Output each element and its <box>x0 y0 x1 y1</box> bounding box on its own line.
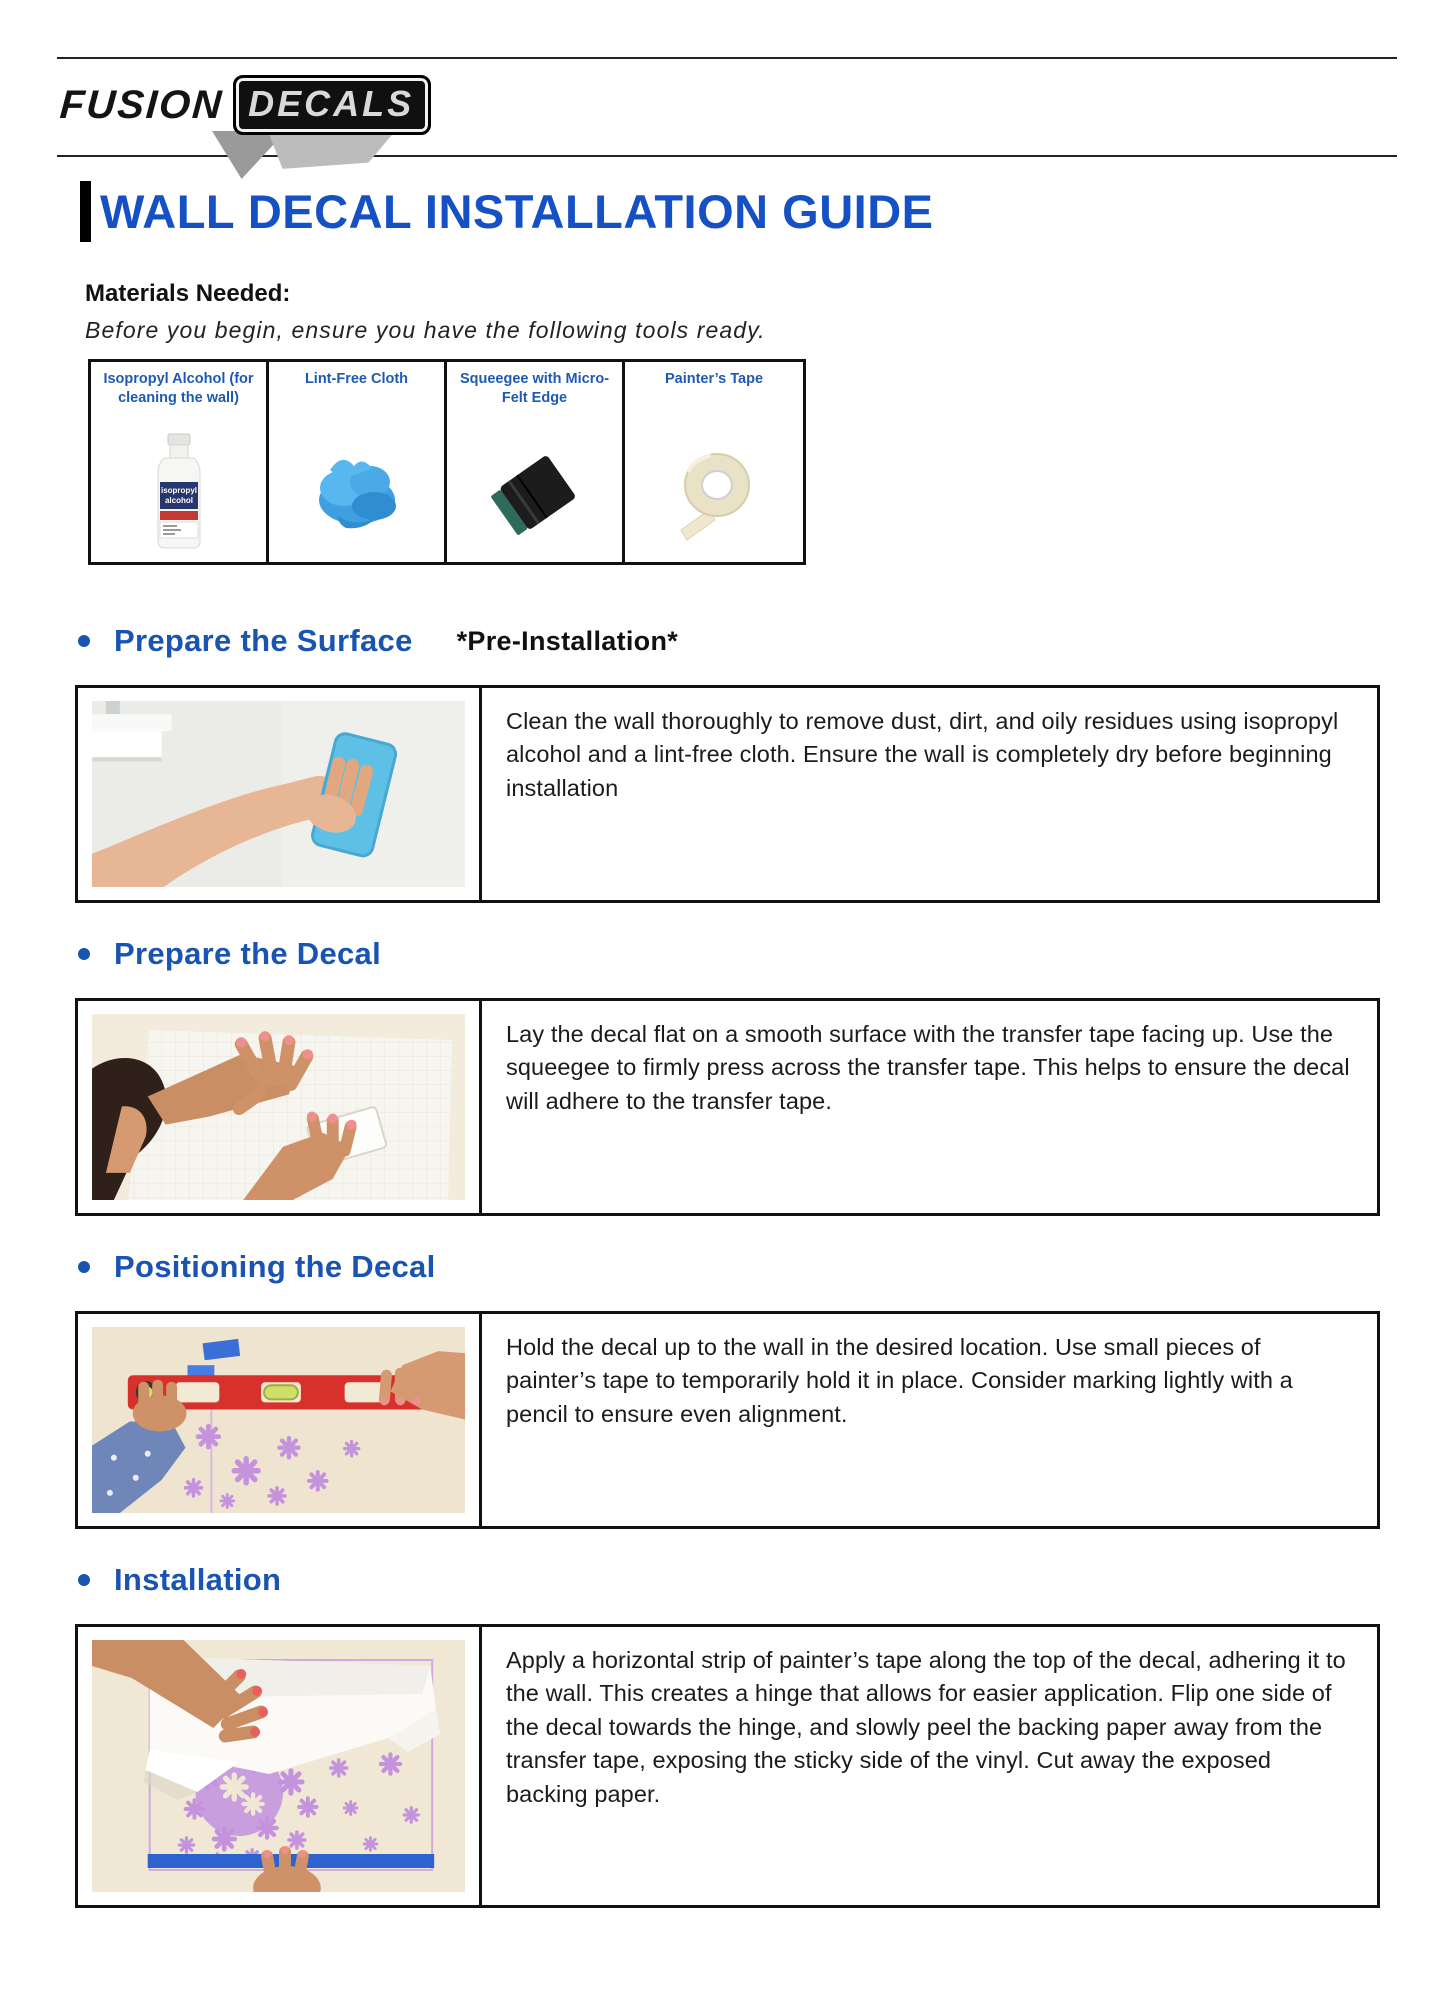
logo-shadow-flap-right <box>267 129 397 171</box>
bullet-icon <box>78 1261 90 1273</box>
page-title-row <box>80 181 1397 242</box>
top-divider <box>57 57 1397 59</box>
material-label: Squeegee with Micro-Felt Edge <box>459 371 610 406</box>
photo-hand-wiping-wall <box>92 701 465 887</box>
logo-text-fusion: FUSION <box>58 82 225 127</box>
logo-badge <box>233 75 431 135</box>
section-title: Installation <box>114 1562 282 1598</box>
step-box-installation <box>75 1624 1380 1908</box>
step-instructions: Hold the decal up to the wall in the desired location. Use small pieces of painter’s tape to temporarily hold it in place. Consider marking lightly with a pencil to ensure even alignment. <box>506 1334 1293 1427</box>
materials-table <box>88 359 806 565</box>
materials-heading: Materials Needed: <box>85 280 291 308</box>
step-instructions: Clean the wall thoroughly to remove dust, dirt, and oily residues using isopropyl alcohol and a lint-free cloth. Ensure the wall is completely dry before beginning installation <box>506 708 1339 801</box>
cloth-icon <box>302 430 412 552</box>
brand-logo <box>57 71 1397 155</box>
step-box-prepare-decal <box>75 998 1380 1216</box>
tape-roll-icon <box>659 430 769 552</box>
step-instructions: Lay the decal flat on a smooth surface with the transfer tape facing up. Use the squeegee to firmly press across the transfer tape. This helps to ensure the decal will adhere to the transfer tape. <box>506 1021 1350 1114</box>
alcohol-bottle-icon <box>124 430 234 552</box>
material-cell-painters-tape <box>625 362 803 562</box>
section-heading-installation <box>78 1562 1397 1598</box>
section-title: Positioning the Decal <box>114 1249 436 1285</box>
step-box-positioning-decal <box>75 1311 1380 1529</box>
photo-pressing-decal-flat <box>92 1014 465 1200</box>
material-cell-lint-free-cloth <box>269 362 447 562</box>
bullet-icon <box>78 1574 90 1586</box>
materials-subtitle: Before you begin, ensure you have the following tools ready. <box>85 317 766 344</box>
material-label: Isopropyl Alcohol (for cleaning the wall) <box>103 371 254 406</box>
page-title: WALL DECAL INSTALLATION GUIDE <box>100 185 934 238</box>
section-heading-prepare-surface <box>78 623 1397 659</box>
squeegee-icon <box>480 430 590 552</box>
pre-installation-note: *Pre-Installation* <box>456 625 679 656</box>
step-photo-cell <box>78 1001 482 1213</box>
section-heading-prepare-decal <box>78 936 1397 972</box>
step-box-prepare-surface <box>75 685 1380 903</box>
bullet-icon <box>78 948 90 960</box>
section-heading-positioning-decal <box>78 1249 1397 1285</box>
step-instructions: Apply a horizontal strip of painter’s tape along the top of the decal, adhering it to the wall. This creates a hinge that allows for easier application. Flip one side of the decal towards the hinge, and slowly peel the backing paper away from the transfer tape, exposing the sticky side of the vinyl. Cut away the exposed backing paper. <box>506 1647 1346 1807</box>
svg-text:isopropyl: isopropyl <box>160 486 197 496</box>
material-cell-isopropyl-alcohol <box>91 362 269 562</box>
title-accent-bar <box>80 181 91 242</box>
section-title: Prepare the Decal <box>114 936 382 972</box>
photo-level-on-wall <box>92 1327 465 1513</box>
materials-section <box>85 280 1397 565</box>
bullet-icon <box>78 635 90 647</box>
material-label: Painter’s Tape <box>664 371 764 388</box>
photo-peeling-backing-paper <box>92 1640 465 1892</box>
logo-lockup <box>60 75 431 135</box>
logo-text-decals: DECALS <box>248 83 415 124</box>
step-photo-cell <box>78 1314 482 1526</box>
step-photo-cell <box>78 1627 482 1905</box>
section-title: Prepare the Surface <box>114 623 413 659</box>
material-label: Lint-Free Cloth <box>304 371 409 388</box>
svg-text:alcohol: alcohol <box>164 496 193 506</box>
step-photo-cell <box>78 688 482 900</box>
material-cell-squeegee <box>447 362 625 562</box>
